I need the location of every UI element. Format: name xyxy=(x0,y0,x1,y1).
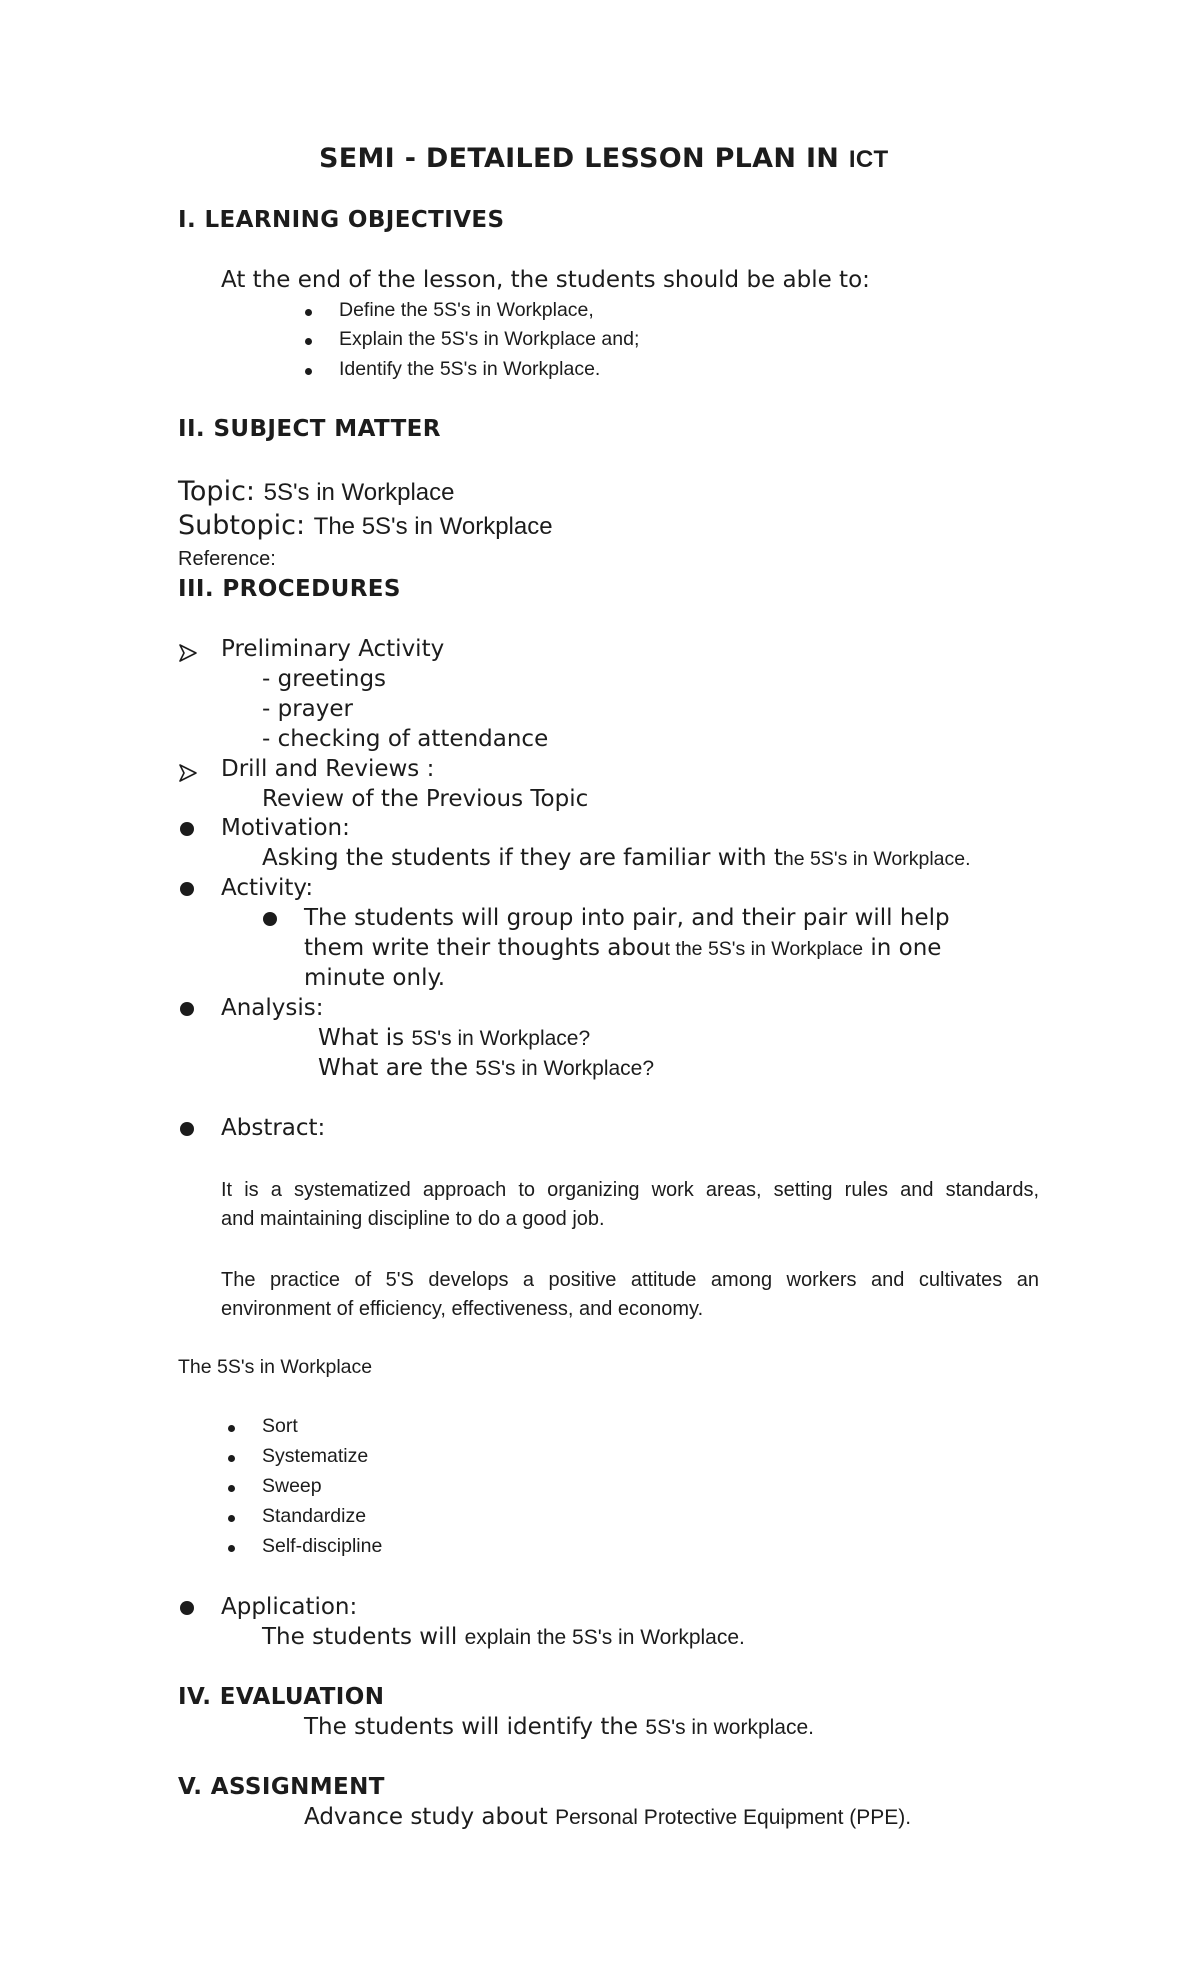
reference-label: Reference: xyxy=(178,548,276,570)
bullet-icon xyxy=(180,822,194,836)
motivation-text xyxy=(262,845,971,871)
activity-text-line: The students will group into pair, and their pair will help xyxy=(304,905,950,931)
objective-item: Identify the 5S's in Workplace. xyxy=(339,358,601,380)
bullet-icon xyxy=(180,882,194,896)
abstract-paragraph-line: It is a systematized approach to organizing work areas, setting rules and standards, xyxy=(221,1179,1039,1201)
fives-list-title: The 5S's in Workplace xyxy=(178,1356,373,1378)
topic-value: 5S's in Workplace xyxy=(263,479,455,506)
document-title xyxy=(319,143,888,174)
activity-label: Activity: xyxy=(221,875,314,901)
analysis-question-part: 5S's in Workplace? xyxy=(411,1027,591,1050)
motivation-text-part: Asking the students if they are familiar with t xyxy=(262,845,783,871)
bullet-icon xyxy=(305,309,312,316)
bullet-icon xyxy=(263,912,277,926)
application-text-part: explain the 5S's in Workplace. xyxy=(464,1626,745,1649)
fives-list-item: Self-discipline xyxy=(262,1535,383,1557)
arrowhead-bullet-icon xyxy=(178,763,198,783)
subtopic-line xyxy=(178,510,553,541)
abstract-paragraph-line: and maintaining discipline to do a good job. xyxy=(221,1208,605,1230)
analysis-question-part: What are the xyxy=(318,1055,476,1081)
fives-list-item: Sweep xyxy=(262,1475,322,1497)
activity-text-line xyxy=(304,935,941,961)
activity-text-part: them write their thoughts abou xyxy=(304,935,665,961)
arrowhead-bullet-icon xyxy=(178,643,198,663)
fives-list-item: Systematize xyxy=(262,1445,369,1467)
assignment-text xyxy=(304,1804,911,1830)
heading-learning-objectives: I. LEARNING OBJECTIVES xyxy=(178,207,505,233)
analysis-question xyxy=(318,1025,590,1051)
evaluation-text-part: 5S's in workplace. xyxy=(645,1716,814,1739)
bullet-icon xyxy=(305,368,312,375)
motivation-text-part: he 5S's in Workplace. xyxy=(782,848,971,870)
abstract-paragraph-line: environment of efficiency, effectiveness, and economy. xyxy=(221,1298,704,1320)
bullet-icon xyxy=(228,1545,235,1552)
activity-text-line: minute only. xyxy=(304,965,446,991)
drill-reviews-text: Review of the Previous Topic xyxy=(262,786,589,812)
heading-evaluation: IV. EVALUATION xyxy=(178,1684,385,1710)
fives-list-item: Standardize xyxy=(262,1505,367,1527)
heading-procedures: III. PROCEDURES xyxy=(178,576,401,602)
heading-assignment: V. ASSIGNMENT xyxy=(178,1774,385,1800)
analysis-question-part: What is xyxy=(318,1025,412,1051)
application-text-part: The students will xyxy=(262,1624,465,1650)
bullet-icon xyxy=(180,1601,194,1615)
abstract-paragraph-line: The practice of 5'S develops a positive attitude among workers and cultivates an xyxy=(221,1269,1039,1291)
preliminary-activity-label: Preliminary Activity xyxy=(221,636,445,662)
activity-text-part: in one xyxy=(863,935,942,961)
preliminary-item: - prayer xyxy=(262,696,353,722)
topic-label: Topic: xyxy=(178,476,264,507)
analysis-question-part: 5S's in Workplace? xyxy=(475,1057,655,1080)
title-text: SEMI - DETAILED LESSON PLAN IN xyxy=(319,143,849,174)
abstract-label: Abstract: xyxy=(221,1115,326,1141)
analysis-question xyxy=(318,1055,654,1081)
objective-item: Explain the 5S's in Workplace and; xyxy=(339,328,640,350)
preliminary-item: - checking of attendance xyxy=(262,726,549,752)
bullet-icon xyxy=(180,1122,194,1136)
assignment-text-part: Advance study about xyxy=(304,1804,556,1830)
subtopic-value: The 5S's in Workplace xyxy=(313,513,553,540)
bullet-icon xyxy=(228,1515,235,1522)
application-label: Application: xyxy=(221,1594,358,1620)
application-text xyxy=(262,1624,745,1650)
assignment-text-part: Personal Protective Equipment (PPE). xyxy=(555,1806,912,1829)
evaluation-text xyxy=(304,1714,814,1740)
analysis-label: Analysis: xyxy=(221,995,324,1021)
evaluation-text-part: The students will identify the xyxy=(304,1714,646,1740)
objectives-intro: At the end of the lesson, the students should be able to: xyxy=(221,267,870,293)
motivation-label: Motivation: xyxy=(221,815,350,841)
bullet-icon xyxy=(180,1002,194,1016)
preliminary-item: - greetings xyxy=(262,666,387,692)
activity-text-part: t the 5S's in Workplace xyxy=(664,938,864,960)
objective-item: Define the 5S's in Workplace, xyxy=(339,299,594,321)
heading-subject-matter: II. SUBJECT MATTER xyxy=(178,416,441,442)
bullet-icon xyxy=(228,1455,235,1462)
bullet-icon xyxy=(305,338,312,345)
topic-line xyxy=(178,476,454,507)
title-subject: ICT xyxy=(848,146,889,173)
bullet-icon xyxy=(228,1425,235,1432)
subtopic-label: Subtopic: xyxy=(178,510,314,541)
fives-list-item: Sort xyxy=(262,1415,298,1437)
drill-reviews-label: Drill and Reviews : xyxy=(221,756,435,782)
bullet-icon xyxy=(228,1485,235,1492)
